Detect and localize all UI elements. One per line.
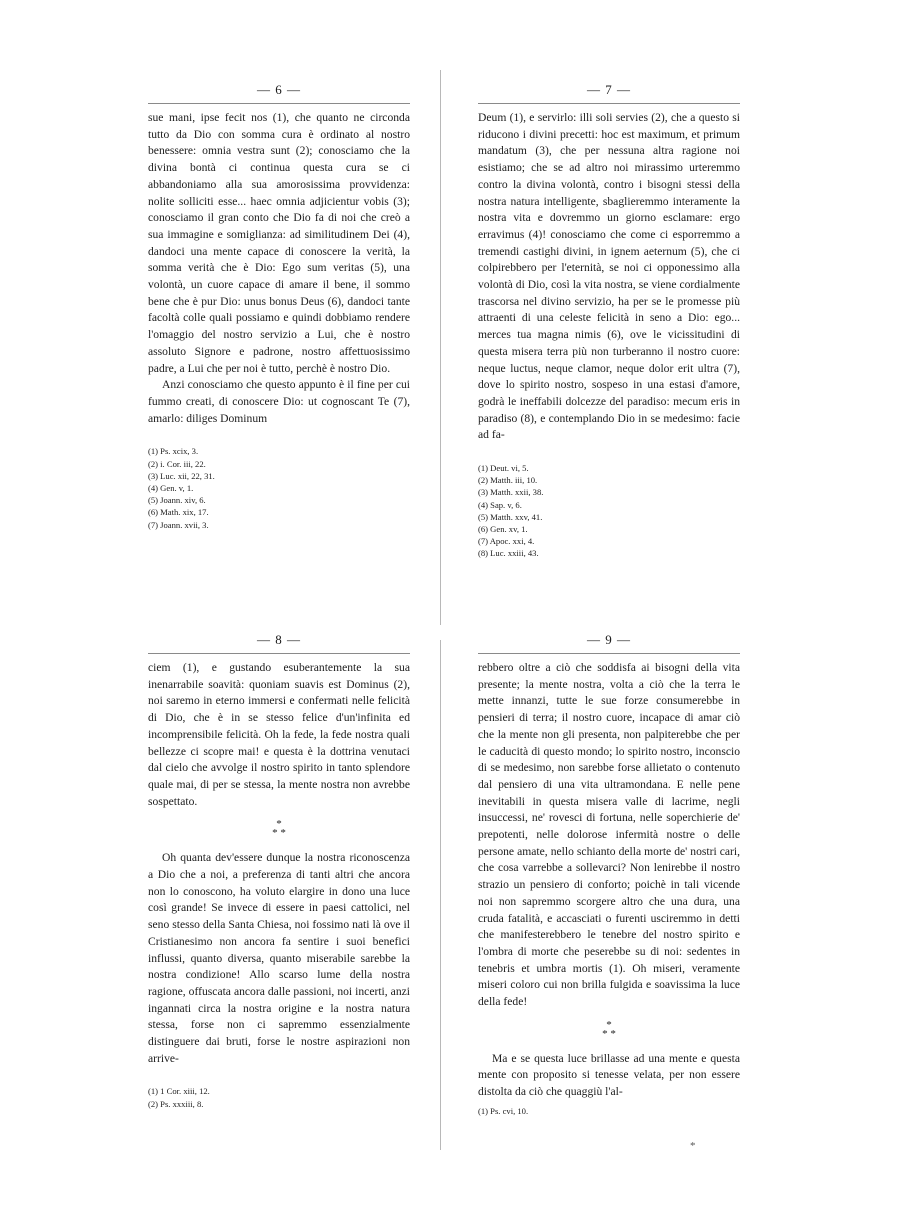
page-body-continued	[478, 1051, 740, 1101]
paragraph: Ma e se questa luce brillasse ad una mente e questa mente con proposito si tenesse velata, per non essere distolta da ciò che quaggiù l'al-	[478, 1051, 740, 1099]
paragraph: Anzi conosciamo che questo appunto è il fine per cui fummo creati, di conoscere Dio: ut cognoscant Te (7), amarlo: diliges Dominum	[148, 378, 410, 425]
asterism-bottom: * *	[602, 1027, 616, 1040]
asterism-top: *	[276, 818, 282, 831]
asterism-top: *	[606, 1018, 612, 1031]
footnote: (3) Matth. xxii, 38.	[478, 487, 544, 498]
page-9	[478, 632, 740, 1117]
margin-mark: *	[690, 1140, 696, 1152]
page-body	[148, 110, 410, 427]
page-body	[148, 660, 410, 810]
section-asterism	[148, 820, 410, 838]
section-asterism	[478, 1018, 740, 1040]
footnote: (7) Joann. xvii, 3.	[148, 519, 209, 530]
paragraph: Deum (1), e servirlo: illi soli servies (2), che a questo si riducono i divini precetti: hoc est maximum, et primum mandatum (3), che per nessuna altra ragione noi esistiamo; che se ad altro noi mirassimo urteremmo contro la divina volontà, contro i bisogni stessi della nostra natura intelligente, sbaglieremmo interamente la nostra vita e dovremmo un giorno esclamare: ergo erravimus (4)! conosciamo che come ci esporremmo a tremendi castighi divini, in ignem aeternum (5), che ci colpirebbero per l'eternità, se noi ci opponessimo alla volontà di Dio, così la vita nostra, se viene cordialmente trascorsa nel divino servizio, ha per se le promesse più attraenti di una celeste felicità in seno a Dio: ego... merces tua magna nimis (6), ove le vicissitudini di questa misera terra più non turberanno il nostro cuore: neque luctus, neque clamor, neque dolor erit ultra (7), dove lo spirito nostro, sospeso in una estasi d'amore, godrà le ineffabili dolcezze del paradiso: mecum eris in paradiso (8), e contemplando Dio in se medesimo: facie ad fa-	[478, 111, 740, 442]
footnotes	[478, 1105, 740, 1117]
footnote: (4) Gen. v, 1.	[148, 482, 194, 493]
footnote: (2) i. Cor. iii, 22.	[148, 458, 206, 469]
footnote: (1) 1 Cor. xiii, 12.	[148, 1086, 210, 1097]
asterism-bottom: * *	[272, 827, 286, 840]
page-7	[478, 82, 740, 560]
footnote: (7) Apoc. xxi, 4.	[478, 536, 535, 547]
footnote: (1) Ps. cvi, 10.	[478, 1105, 529, 1116]
page-6	[148, 82, 410, 531]
paragraph: rebbero oltre a ciò che soddisfa ai bisogni della vita presente; la mente nostra, volta a ciò che la terra le mette innanzi, tutte le sue forze consumerebbe in pensieri di terra; il nostro cuore, incapace di amar ciò che la mente non gli presenta, non palpiterebbe che per le caducità di questo mondo; lo spirito nostro, inconscio di se medesimo, non sarebbe forse allietato o contenuto dal pensiero di una vita ultramondana. E nelle pene inevitabili in questa misera valle di lacrime, negli insuccessi, ne' rovesci di fortuna, nelle soperchierie de' prepotenti, nelle dolorose infermità nostre o delle persone amate, nello schianto della morte de' nostri cari, che cosa varrebbe a sollevarci? Non lenirebbe il nostro strazio un pensiero di conforto; poichè in tali vicende noi non sapremmo scorgere altro che una dura, una cruda fatalità, e accasciati o furenti usciremmo in detti che manifesterebbero le tenebre del nostro spirito e l'ombra di morte che peserebbe su di noi: sedentes in tenebris et umbra mortis (1). Oh miseri, veramente miseri coloro cui non brilla fulgida e soavissima la luce della fede!	[478, 661, 740, 1009]
page-8	[148, 632, 410, 1110]
footnote: (2) Ps. xxxiii, 8.	[148, 1098, 204, 1109]
page-number: — 8 —	[148, 632, 410, 654]
footnotes	[478, 462, 740, 560]
footnote: (4) Sap. v, 6.	[478, 499, 522, 510]
footnote: (6) Math. xix, 17.	[148, 507, 209, 518]
paragraph: Oh quanta dev'essere dunque la nostra riconoscenza a Dio che a noi, a preferenza di tanti altri che ancora non lo conoscono, ha voluto elargire in dono una luce così grande! Se invece di essere in paesi cattolici, nel seno stesso della Santa Chiesa, noi fossimo nati là ove il Cristianesimo non ancora fa sentire i suoi benefici influssi, quanto diversa, quanto miserabile sarebbe la nostra condizione! Allo scarso lume della nostra ragione, offuscata ancora dalle passioni, noi incerti, anzi ingannati circa la nostra origine e la nostra natura stessa, forse non ci sapremmo essenzialmente distinguere dai bruti, forse le nostre aspirazioni non arrive-	[148, 851, 410, 1065]
footnote: (3) Luc. xii, 22, 31.	[148, 470, 215, 481]
page-body-continued	[148, 850, 410, 1067]
footnote: (5) Matth. xxv, 41.	[478, 511, 543, 522]
page-number: — 7 —	[478, 82, 740, 104]
footnote: (5) Joann. xiv, 6.	[148, 495, 206, 506]
page-body	[478, 660, 740, 1011]
footnote: (1) Deut. vi, 5.	[478, 463, 529, 474]
footnotes	[148, 445, 410, 530]
paragraph: ciem (1), e gustando esuberantemente la sua inenarrabile soavità: quoniam suavis est Dominus (2), noi saremo in eterno immersi e confermati nelle felicità di Dio, che è in se stesso felice d'un'infinita ed incomprensibile felicità. Oh la fede, la fede nostra quali bellezze ci scopre mai! e questa è la dottrina venutaci dal cielo che avvolge il nostro spirito in tanto splendore quale mai, di per se stessa, la mente nostra non avrebbe sospettato.	[148, 661, 410, 808]
footnote: (2) Matth. iii, 10.	[478, 475, 538, 486]
paragraph: sue mani, ipse fecit nos (1), che quanto ne circonda tutto da Dio con somma cura è ordinato al nostro benessere: omnia vestra sunt (2); conosciamo che la divina bontà ci continua questa cura se ci abbandoniamo alla sua amorosissima provvidenza: nolite solliciti esse... haec omnia adjicientur vobis (3); conosciamo il gran conto che Dio fa di noi che creò a sua immagine e somiglianza: ad similitudinem Dei (4), dandoci una mente capace di conoscere la verità, la somma verità che è Dio: Ego sum veritas (5), una volontà, un cuore capace di amare il bene, il sommo bene che è pur Dio: unus bonus Deus (6), dandoci tante facoltà colle quali possiamo e quindi dobbiamo rendere l'omaggio del nostro servizio a Lui, che è nostro assoluto Signore e padrone, nostro affettuosissimo padre, a Lui che per noi è tutto, perchè è nostro Dio.	[148, 111, 410, 375]
footnote: (6) Gen. xv, 1.	[478, 524, 528, 535]
page-body	[478, 110, 740, 444]
footnotes	[148, 1085, 410, 1109]
gutter-line-top	[440, 70, 441, 625]
gutter-line-bottom	[440, 640, 441, 1150]
page-number: — 9 —	[478, 632, 740, 654]
page-number: — 6 —	[148, 82, 410, 104]
footnote: (8) Luc. xxiii, 43.	[478, 548, 539, 559]
footnote: (1) Ps. xcix, 3.	[148, 446, 199, 457]
